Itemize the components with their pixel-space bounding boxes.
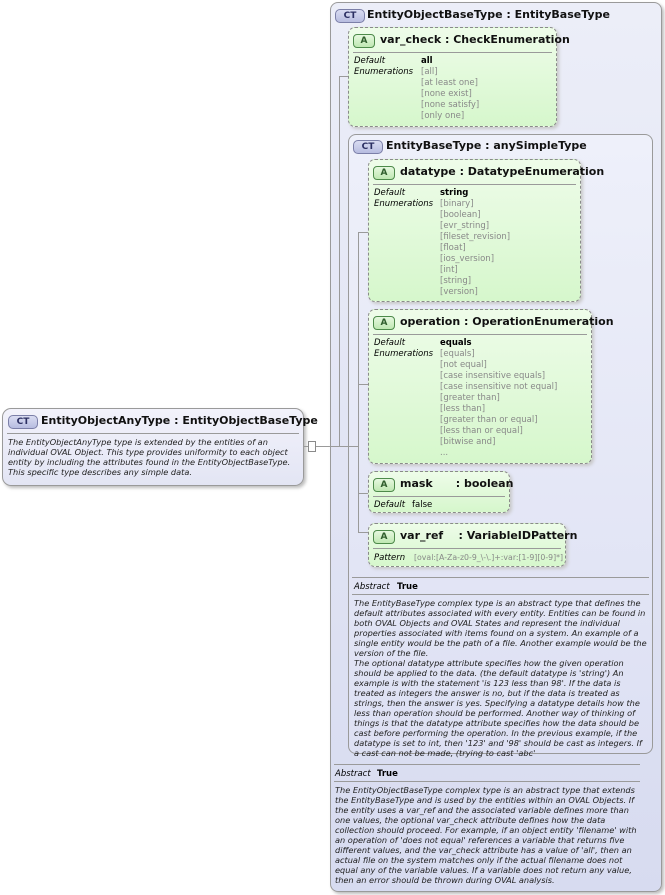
pattern-value: [oval:[A-Za-z0-9_\-\.]+:var:[1-9][0-9]*] bbox=[414, 553, 564, 562]
datatype-title: datatype : DatatypeEnumeration bbox=[400, 165, 605, 178]
divider bbox=[352, 577, 649, 578]
enum-value: [less than] bbox=[440, 404, 486, 414]
complex-type-icon: CT bbox=[8, 415, 38, 429]
divider bbox=[373, 548, 561, 549]
enum-value: [version] bbox=[440, 287, 478, 297]
enum-value: [fileset_revision] bbox=[440, 232, 511, 242]
enum-value: [less than or equal] bbox=[440, 426, 523, 436]
datatype-attribute[interactable] bbox=[368, 159, 605, 302]
enum-value: [greater than] bbox=[440, 393, 500, 403]
divider bbox=[353, 52, 552, 53]
default-value: equals bbox=[440, 338, 472, 348]
var-check-title: var_check : CheckEnumeration bbox=[380, 33, 570, 46]
enum-value: ... bbox=[440, 448, 449, 458]
divider bbox=[373, 184, 576, 185]
entity-object-base-type-doc: The EntityObjectBaseType complex type is an abstract type that extends the EntityBaseType and is used by the entities within an OVAL Objects. If the entity uses a var_ref and the associated variable defines more than one values, the optional var_check attribute defines how the data collection should proceed. For example, if an object entity 'filename' with an operation of 'does not equal' references a variable that returns five different values, and the var_check attribute has a value of 'all', then an actual file on the system matches only if the actual filename does not equal any of the variable values. If a variable does not return any value, then an error should be thrown during OVAL analysis. bbox=[335, 785, 637, 885]
abstract-label: Abstract bbox=[335, 769, 371, 779]
default-value: false bbox=[412, 500, 433, 510]
tree-line bbox=[358, 532, 368, 533]
abstract-value: True bbox=[377, 769, 398, 779]
var-ref-attribute[interactable] bbox=[368, 523, 578, 567]
default-label: Default bbox=[374, 500, 406, 510]
abstract-value: True bbox=[397, 582, 418, 592]
operation-attribute[interactable] bbox=[368, 309, 614, 464]
divider bbox=[352, 594, 649, 595]
attribute-icon: A bbox=[373, 316, 395, 330]
complex-type-icon: CT bbox=[335, 9, 365, 23]
enum-value: [int] bbox=[440, 265, 458, 275]
attribute-icon: A bbox=[373, 530, 395, 544]
enum-value: [greater than or equal] bbox=[440, 415, 538, 425]
enumerations-label: Enumerations bbox=[354, 67, 414, 77]
enum-value: [all] bbox=[421, 67, 438, 77]
entity-object-any-type-doc: The EntityObjectAnyType type is extended by the entities of an individual OVAL Object. This type provides uniformity to each object entity by including the attributes found in the EntityObjectBaseType. This specific type describes any simple data. bbox=[8, 437, 291, 477]
enumerations-label: Enumerations bbox=[374, 349, 434, 359]
enum-value: [case insensitive not equal] bbox=[440, 382, 558, 392]
enum-value: [boolean] bbox=[440, 210, 481, 220]
enumerations-label: Enumerations bbox=[374, 199, 434, 209]
pattern-label: Pattern bbox=[374, 553, 406, 563]
attribute-icon: A bbox=[373, 478, 395, 492]
tree-line bbox=[358, 384, 368, 385]
enum-value: [case insensitive equals] bbox=[440, 371, 546, 381]
tree-line bbox=[339, 76, 348, 77]
default-label: Default bbox=[354, 56, 386, 66]
divider bbox=[334, 781, 640, 782]
entity-object-any-type-title: EntityObjectAnyType : EntityObjectBaseType bbox=[41, 414, 318, 427]
divider bbox=[7, 433, 299, 434]
enum-value: [binary] bbox=[440, 199, 474, 209]
enum-value: [ios_version] bbox=[440, 254, 495, 264]
tree-line bbox=[358, 493, 368, 494]
complex-type-icon: CT bbox=[353, 140, 383, 154]
mask-title: mask : boolean bbox=[400, 477, 514, 490]
default-value: all bbox=[421, 56, 433, 66]
divider bbox=[373, 496, 505, 497]
enum-value: [at least one] bbox=[421, 78, 478, 88]
enum-value: [none satisfy] bbox=[421, 100, 480, 110]
divider bbox=[334, 764, 640, 765]
enum-value: [bitwise and] bbox=[440, 437, 496, 447]
enum-value: [only one] bbox=[421, 111, 465, 121]
connector-line bbox=[316, 446, 330, 447]
abstract-label: Abstract bbox=[354, 582, 390, 592]
default-value: string bbox=[440, 188, 469, 198]
tree-line bbox=[330, 446, 348, 447]
enum-value: [not equal] bbox=[440, 360, 487, 370]
divider bbox=[373, 334, 587, 335]
entity-base-type-title: EntityBaseType : anySimpleType bbox=[386, 139, 587, 152]
entity-object-base-type-title: EntityObjectBaseType : EntityBaseType bbox=[367, 8, 610, 21]
entity-base-type-doc: The EntityBaseType complex type is an abstract type that defines the default attributes associated with every entity. Entities can be found in both OVAL Objects and OVAL States and represent the individual properties associated with items found on a system. An example of a single entity would be the path of a file. Another example would be the version of the file. The optional datatype attribute specifies how the given operation should be applied to the data. (the default datatype is 'string') An example is with the statement 'is 123 less than 98'. If the data is treated as integers the answer is no, but if the data is treated as strings, then the answer is yes. Specifying a datatype details how the less than operation should be performed. Another way of thinking of things is that the datatype attribute specifies how the data should be cast before performing the operation. In the previous example, if the datatype is set to int, then '123' and '98' should be cast as integers. If a cast can not be made, (trying to cast 'abc' bbox=[354, 598, 647, 758]
enum-value: [float] bbox=[440, 243, 466, 253]
enum-value: [string] bbox=[440, 276, 472, 286]
tree-line bbox=[339, 76, 340, 446]
entity-object-any-type-box[interactable] bbox=[2, 408, 318, 486]
enum-value: [none exist] bbox=[421, 89, 472, 99]
tree-line bbox=[348, 446, 358, 447]
tree-line bbox=[358, 232, 359, 532]
default-label: Default bbox=[374, 338, 406, 348]
tree-line bbox=[358, 232, 368, 233]
default-label: Default bbox=[374, 188, 406, 198]
var-check-attribute[interactable] bbox=[348, 27, 570, 127]
enum-value: [evr_string] bbox=[440, 221, 490, 231]
attribute-icon: A bbox=[353, 34, 375, 48]
attribute-icon: A bbox=[373, 166, 395, 180]
var-ref-title: var_ref : VariableIDPattern bbox=[400, 529, 578, 542]
connector-node bbox=[308, 441, 316, 452]
operation-title: operation : OperationEnumeration bbox=[400, 315, 614, 328]
enum-value: [equals] bbox=[440, 349, 475, 359]
mask-attribute[interactable] bbox=[368, 471, 514, 513]
